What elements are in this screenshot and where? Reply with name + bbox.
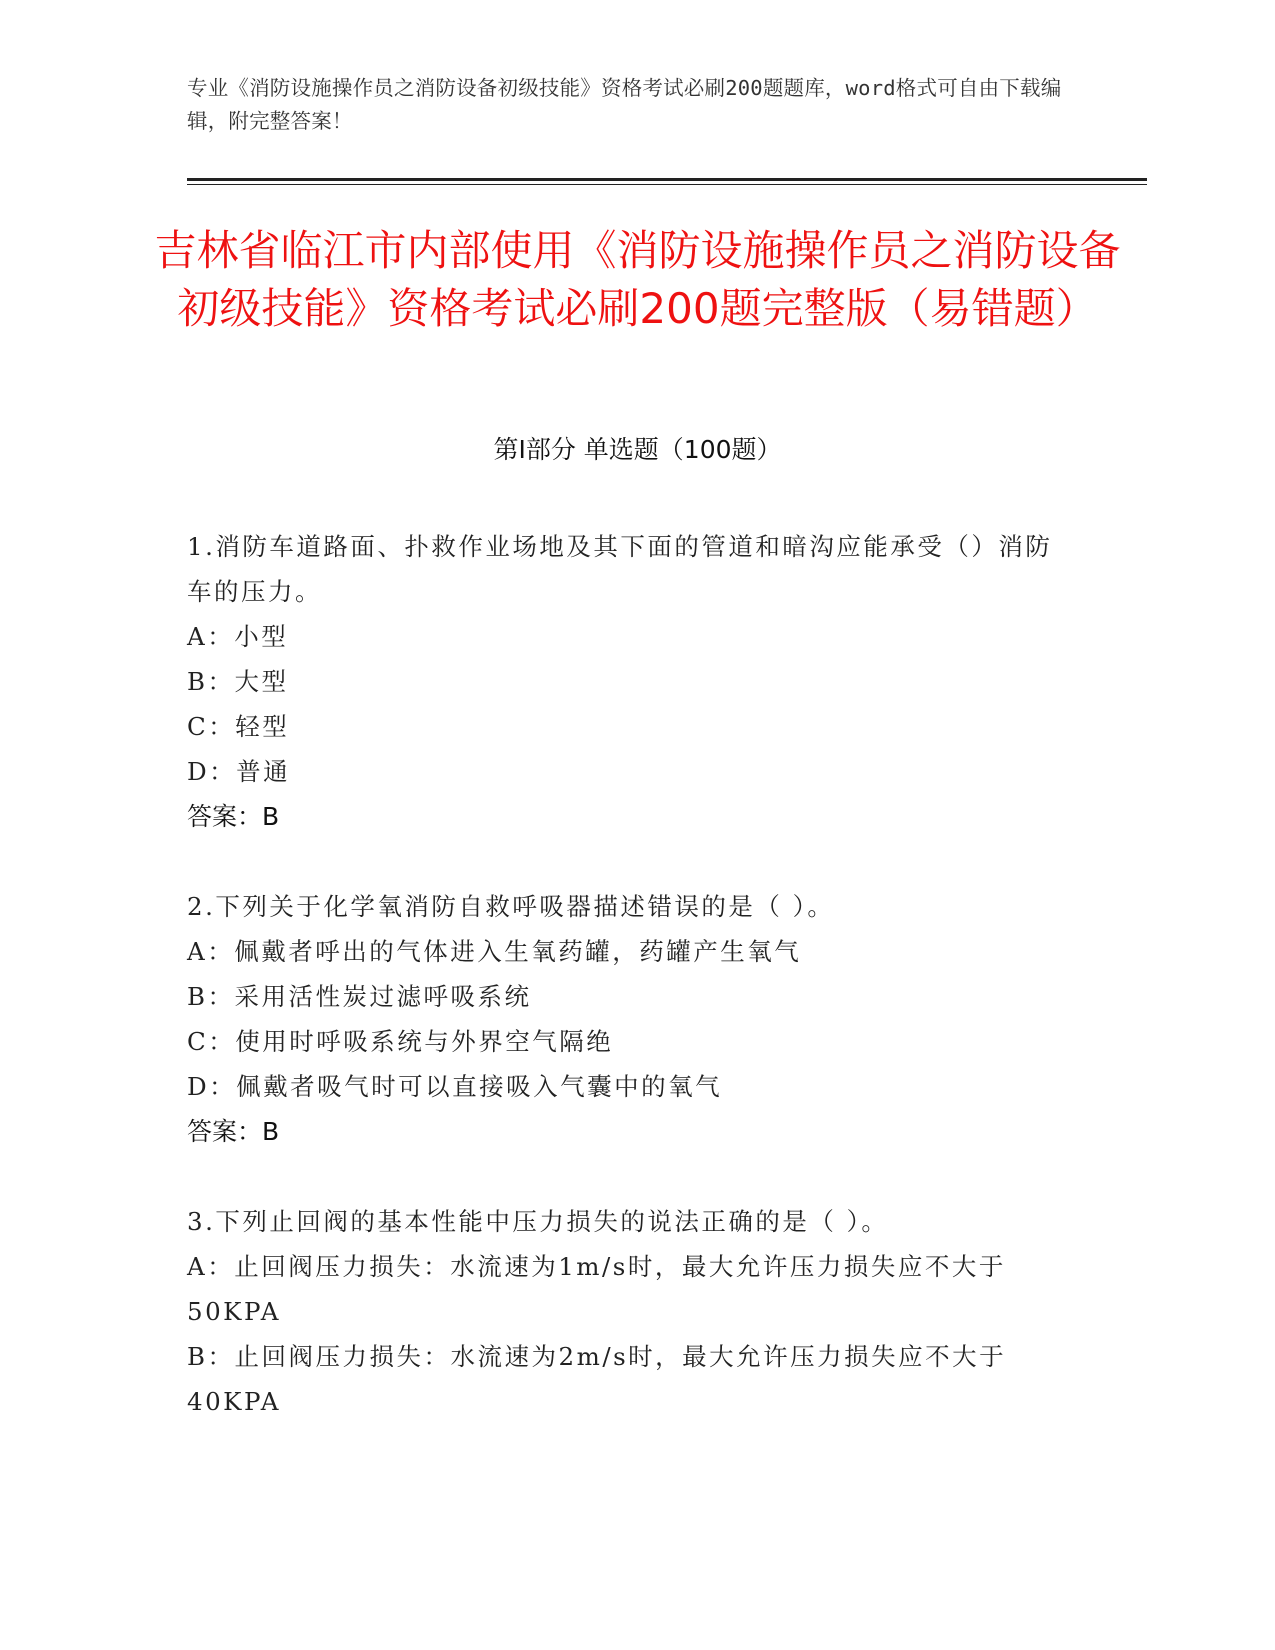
option-d: D：普通 bbox=[187, 757, 291, 786]
option-b: B：大型 bbox=[187, 667, 289, 696]
question-text: 1.消防车道路面、扑救作业场地及其下面的管道和暗沟应能承受（）消防车的压力。 bbox=[187, 532, 1053, 606]
answer: 答案：B bbox=[187, 802, 280, 831]
document-title: 吉林省临江市内部使用《消防设施操作员之消防设备初级技能》资格考试必刷200题完整版（易错题） bbox=[154, 226, 1121, 333]
option-a: A：小型 bbox=[187, 622, 289, 651]
option-a: A：止回阀压力损失：水流速为1m/s时，最大允许压力损失应不大于50KPA bbox=[187, 1252, 1006, 1326]
option-c: C：轻型 bbox=[187, 712, 290, 741]
header-note: 专业《消防设施操作员之消防设备初级技能》资格考试必刷200题题库，word格式可自由下载编辑，附完整答案！ bbox=[187, 76, 1062, 133]
question-list bbox=[187, 524, 1067, 1469]
answer: 答案：B bbox=[187, 1117, 280, 1146]
question-2 bbox=[187, 884, 1067, 1154]
option-a: A：佩戴者呼出的气体进入生氧药罐，药罐产生氧气 bbox=[187, 937, 802, 966]
question-text: 3.下列止回阀的基本性能中压力损失的说法正确的是（ ）。 bbox=[187, 1207, 889, 1236]
option-c: C：使用时呼吸系统与外界空气隔绝 bbox=[187, 1027, 614, 1056]
section-title: 第Ⅰ部分 单选题（100题） bbox=[493, 435, 782, 464]
header-divider bbox=[187, 178, 1147, 181]
question-text: 2.下列关于化学氧消防自救呼吸器描述错误的是（ ）。 bbox=[187, 892, 835, 921]
question-1 bbox=[187, 524, 1067, 839]
option-b: B：采用活性炭过滤呼吸系统 bbox=[187, 982, 532, 1011]
option-d: D：佩戴者吸气时可以直接吸入气囊中的氧气 bbox=[187, 1072, 723, 1101]
option-b: B：止回阀压力损失：水流速为2m/s时，最大允许压力损失应不大于40KPA bbox=[187, 1342, 1007, 1416]
question-3 bbox=[187, 1199, 1067, 1424]
header-divider-thin bbox=[187, 184, 1147, 185]
